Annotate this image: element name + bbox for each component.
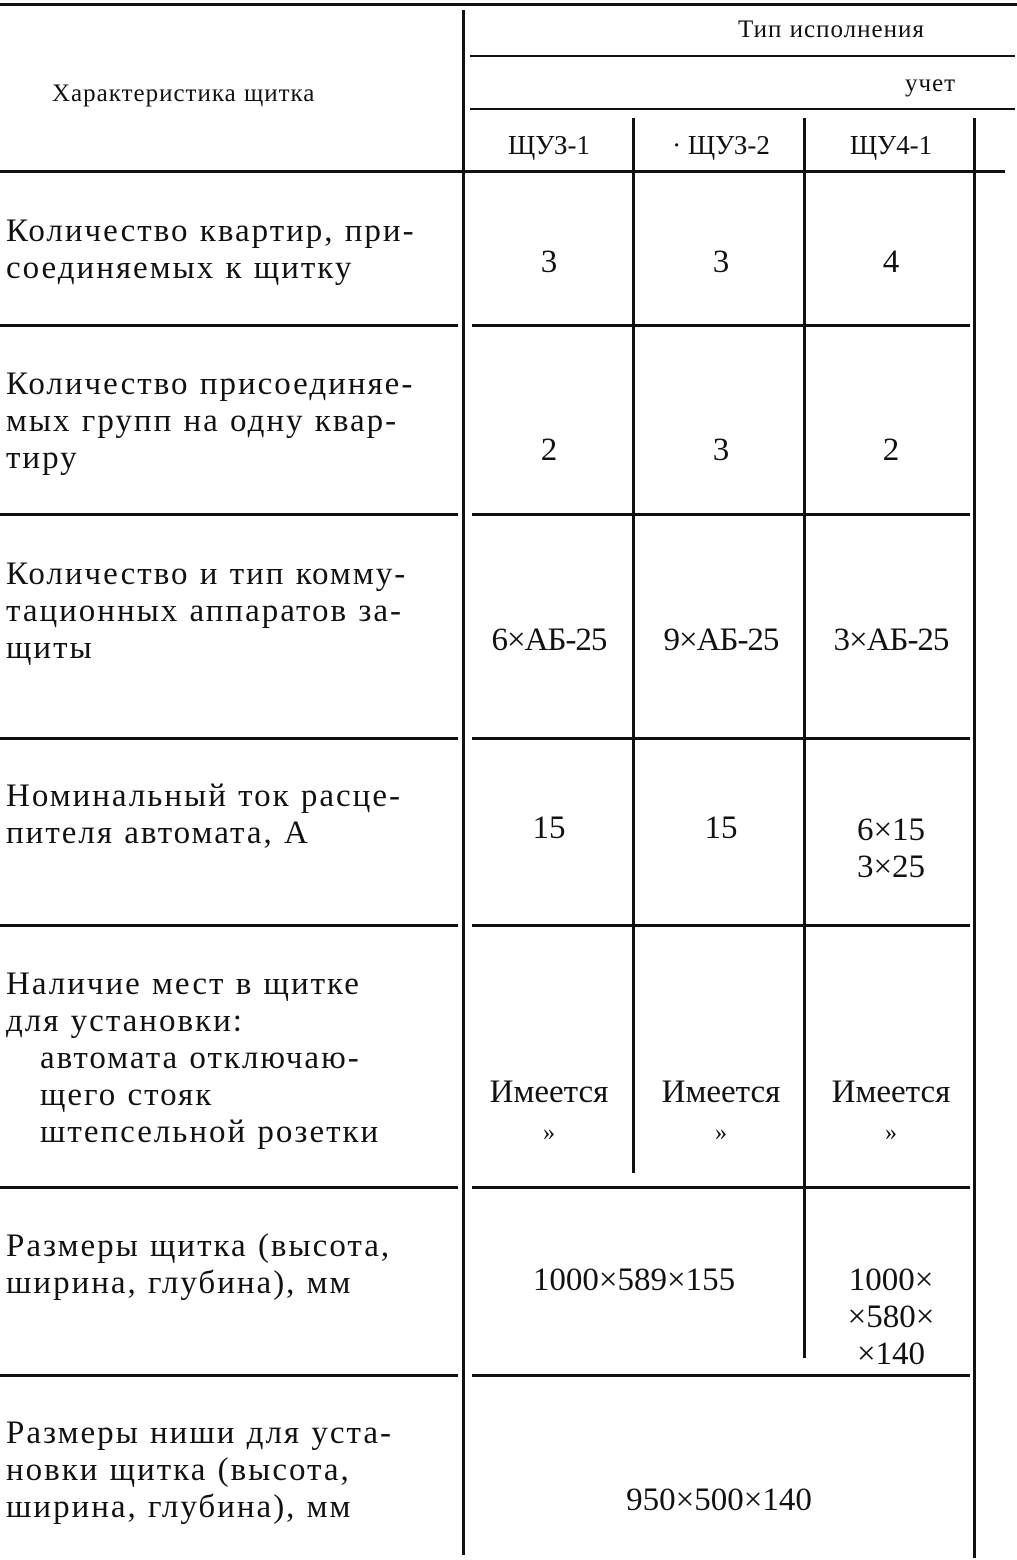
row-rule-4-left: [0, 924, 458, 927]
row5-value-2: Имеется: [661, 1074, 781, 1110]
row5-ditto-2: »: [715, 1120, 727, 1146]
row1-value-1: 3: [540, 244, 558, 280]
row-rule-6-left: [0, 1374, 458, 1377]
header-characteristic: Характеристика щитка: [52, 80, 316, 107]
row-rule-5-left: [0, 1186, 458, 1189]
row-label-installation-places: Наличие мест в щитке для установки: автомата отключаю- щего стояк штепсельной розетки: [6, 966, 381, 1150]
row3-value-2: 9×АБ-25: [663, 622, 779, 658]
row3-value-3: 3×АБ-25: [833, 622, 949, 658]
row-rule-3-right: [472, 737, 970, 740]
type-code-3: ЩУ4-1: [849, 130, 933, 160]
row2-value-2: 3: [712, 432, 730, 468]
row5-value-3: Имеется: [831, 1074, 951, 1110]
row1-value-3: 4: [882, 244, 900, 280]
header-accounting: учет: [905, 70, 957, 97]
row6-value-3: 1000× ×580× ×140: [847, 1262, 935, 1372]
col-divider-main: [462, 10, 465, 1555]
row-label-switching-devices: Количество и тип комму- тационных аппаратов за- щиты: [6, 556, 408, 666]
row-rule-6-right: [472, 1374, 970, 1377]
row5-value-1: Имеется: [489, 1074, 609, 1110]
row-rule-2-right: [472, 513, 970, 516]
row-label-panel-size: Размеры щитка (высота, ширина, глубина), мм: [6, 1228, 392, 1301]
row-rule-3-left: [0, 737, 458, 740]
type-code-1: ЩУЗ-1: [507, 130, 590, 160]
row2-value-3: 2: [882, 432, 900, 468]
row6-merged-value: 1000×589×155: [532, 1262, 736, 1298]
row-rule-4-right: [472, 924, 970, 927]
row-rule-1-left: [0, 324, 458, 327]
header-execution-type: Тип исполнения: [738, 16, 925, 43]
row4-value-2: 15: [704, 810, 738, 846]
row5-ditto-1: »: [543, 1120, 555, 1146]
row4-value-1: 15: [532, 810, 566, 846]
row-rule-2-left: [0, 513, 458, 516]
type-code-2: · ЩУЗ-2: [672, 130, 770, 160]
header-subrule-2: [470, 108, 1015, 110]
row2-value-1: 2: [540, 432, 558, 468]
row7-merged-value: 950×500×140: [626, 1482, 812, 1518]
row-label-niche-size: Размеры ниши для уста- новки щитка (высота, ширина, глубина), мм: [6, 1415, 393, 1525]
row-label-rated-current: Номинальный ток расце- пителя автомата, А: [6, 778, 402, 851]
row4-value-3: 6×15 3×25: [856, 812, 926, 885]
header-subrule-1: [470, 55, 1015, 57]
row3-value-1: 6×АБ-25: [491, 622, 607, 658]
row-label-groups: Количество присоединяе- мых групп на одну квар- тиру: [6, 366, 415, 476]
row-label-apartments: Количество квартир, при- соединяемых к щитку: [6, 213, 416, 286]
row-rule-1-right: [472, 324, 970, 327]
row1-value-2: 3: [712, 244, 730, 280]
row5-ditto-3: »: [885, 1120, 897, 1146]
top-rule: [0, 3, 1017, 6]
header-bottom-rule: [0, 170, 1005, 173]
row-rule-5-right: [472, 1186, 970, 1189]
